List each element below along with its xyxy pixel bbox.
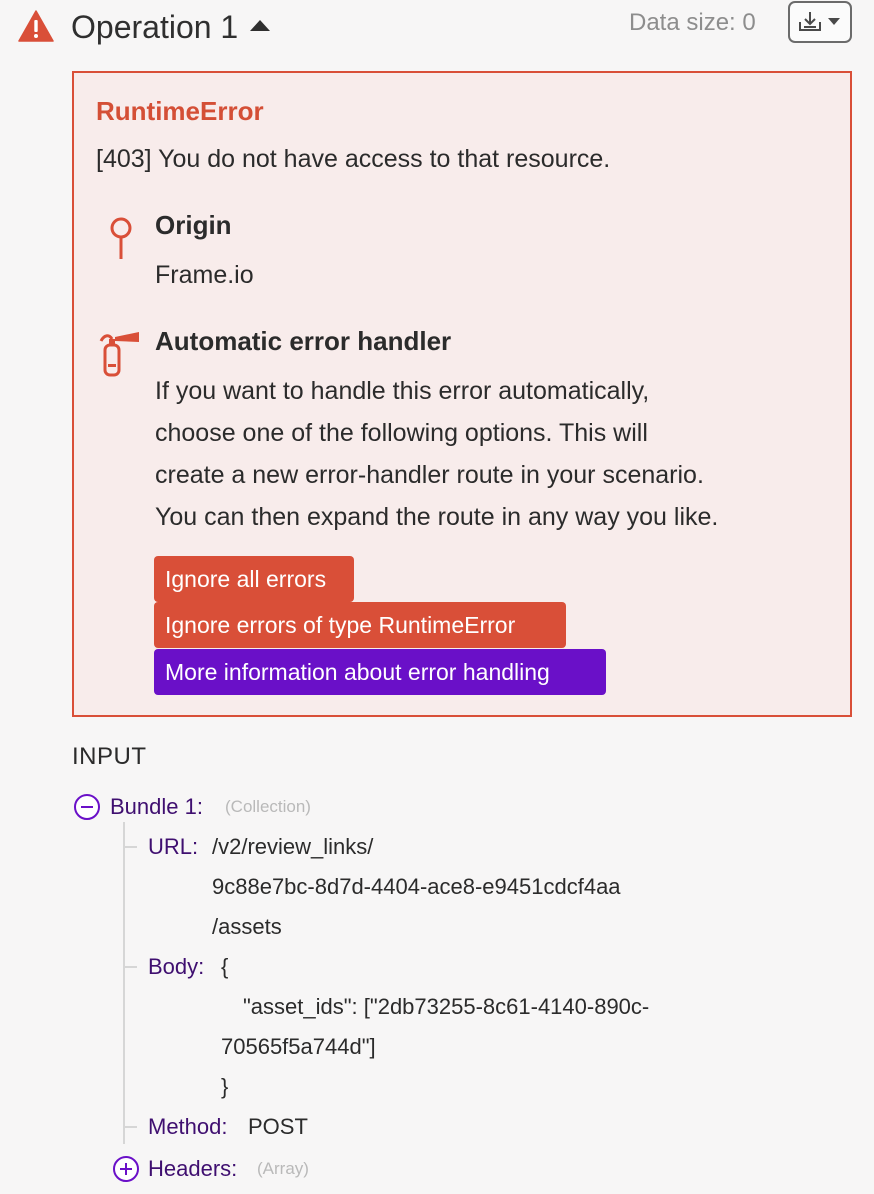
tree-branch xyxy=(123,966,137,968)
body-value-line: 70565f5a744d"] xyxy=(221,1034,376,1059)
description-line: If you want to handle this error automatically, xyxy=(155,377,650,405)
expand-headers-toggle[interactable] xyxy=(113,1156,139,1182)
tree-branch xyxy=(123,1126,137,1128)
ignore-runtime-errors-button[interactable]: Ignore errors of type RuntimeError xyxy=(154,602,566,648)
download-button[interactable] xyxy=(788,1,852,43)
headers-type-hint: (Array) xyxy=(257,1159,309,1178)
origin-pin-icon xyxy=(107,217,135,261)
download-icon xyxy=(797,9,845,37)
ignore-all-errors-button[interactable]: Ignore all errors xyxy=(154,556,354,602)
chevron-down-icon xyxy=(828,18,840,25)
operation-header xyxy=(0,0,874,56)
error-message: [403] You do not have access to that resource. xyxy=(96,145,611,173)
auto-handler-description xyxy=(155,370,845,538)
data-size-label: Data size: 0 xyxy=(629,9,756,36)
description-line: You can then expand the route in any way you like. xyxy=(155,503,719,531)
method-key: Method: xyxy=(148,1114,228,1139)
body-value-line: "asset_ids": ["2db73255-8c61-4140-890c- xyxy=(243,994,650,1019)
origin-label: Origin xyxy=(155,210,232,240)
origin-value: Frame.io xyxy=(155,261,254,289)
headers-key[interactable]: Headers: xyxy=(148,1156,238,1181)
auto-handler-label: Automatic error handler xyxy=(155,326,452,356)
method-value: POST xyxy=(248,1114,308,1139)
error-handling-info-button[interactable]: More information about error handling xyxy=(154,649,606,695)
description-line: create a new error-handler route in your scenario. xyxy=(155,461,704,489)
error-panel xyxy=(72,71,852,717)
url-value-line: 9c88e7bc-8d7d-4404-ace8-e9451cdcf4aa xyxy=(212,874,621,899)
url-value-line: /v2/review_links/ xyxy=(212,834,374,859)
url-key: URL: xyxy=(148,834,199,859)
url-value-line: /assets xyxy=(212,914,282,939)
fire-extinguisher-icon xyxy=(99,331,143,377)
body-value-line: } xyxy=(221,1074,229,1099)
error-type: RuntimeError xyxy=(96,96,264,126)
collapse-bundle-toggle[interactable] xyxy=(74,794,100,820)
caret-up-icon[interactable] xyxy=(249,18,271,32)
body-key: Body: xyxy=(148,954,205,979)
tree-guide-line xyxy=(123,822,125,1144)
body-value-line: { xyxy=(221,954,229,979)
warning-triangle-icon xyxy=(18,10,54,42)
description-line: choose one of the following options. This will xyxy=(155,419,648,447)
operation-title[interactable]: Operation 1 xyxy=(71,9,239,45)
bundle-key[interactable]: Bundle 1: xyxy=(110,794,203,819)
input-section-title: INPUT xyxy=(72,743,147,770)
bundle-type-hint: (Collection) xyxy=(225,797,311,816)
tree-branch xyxy=(123,846,137,848)
